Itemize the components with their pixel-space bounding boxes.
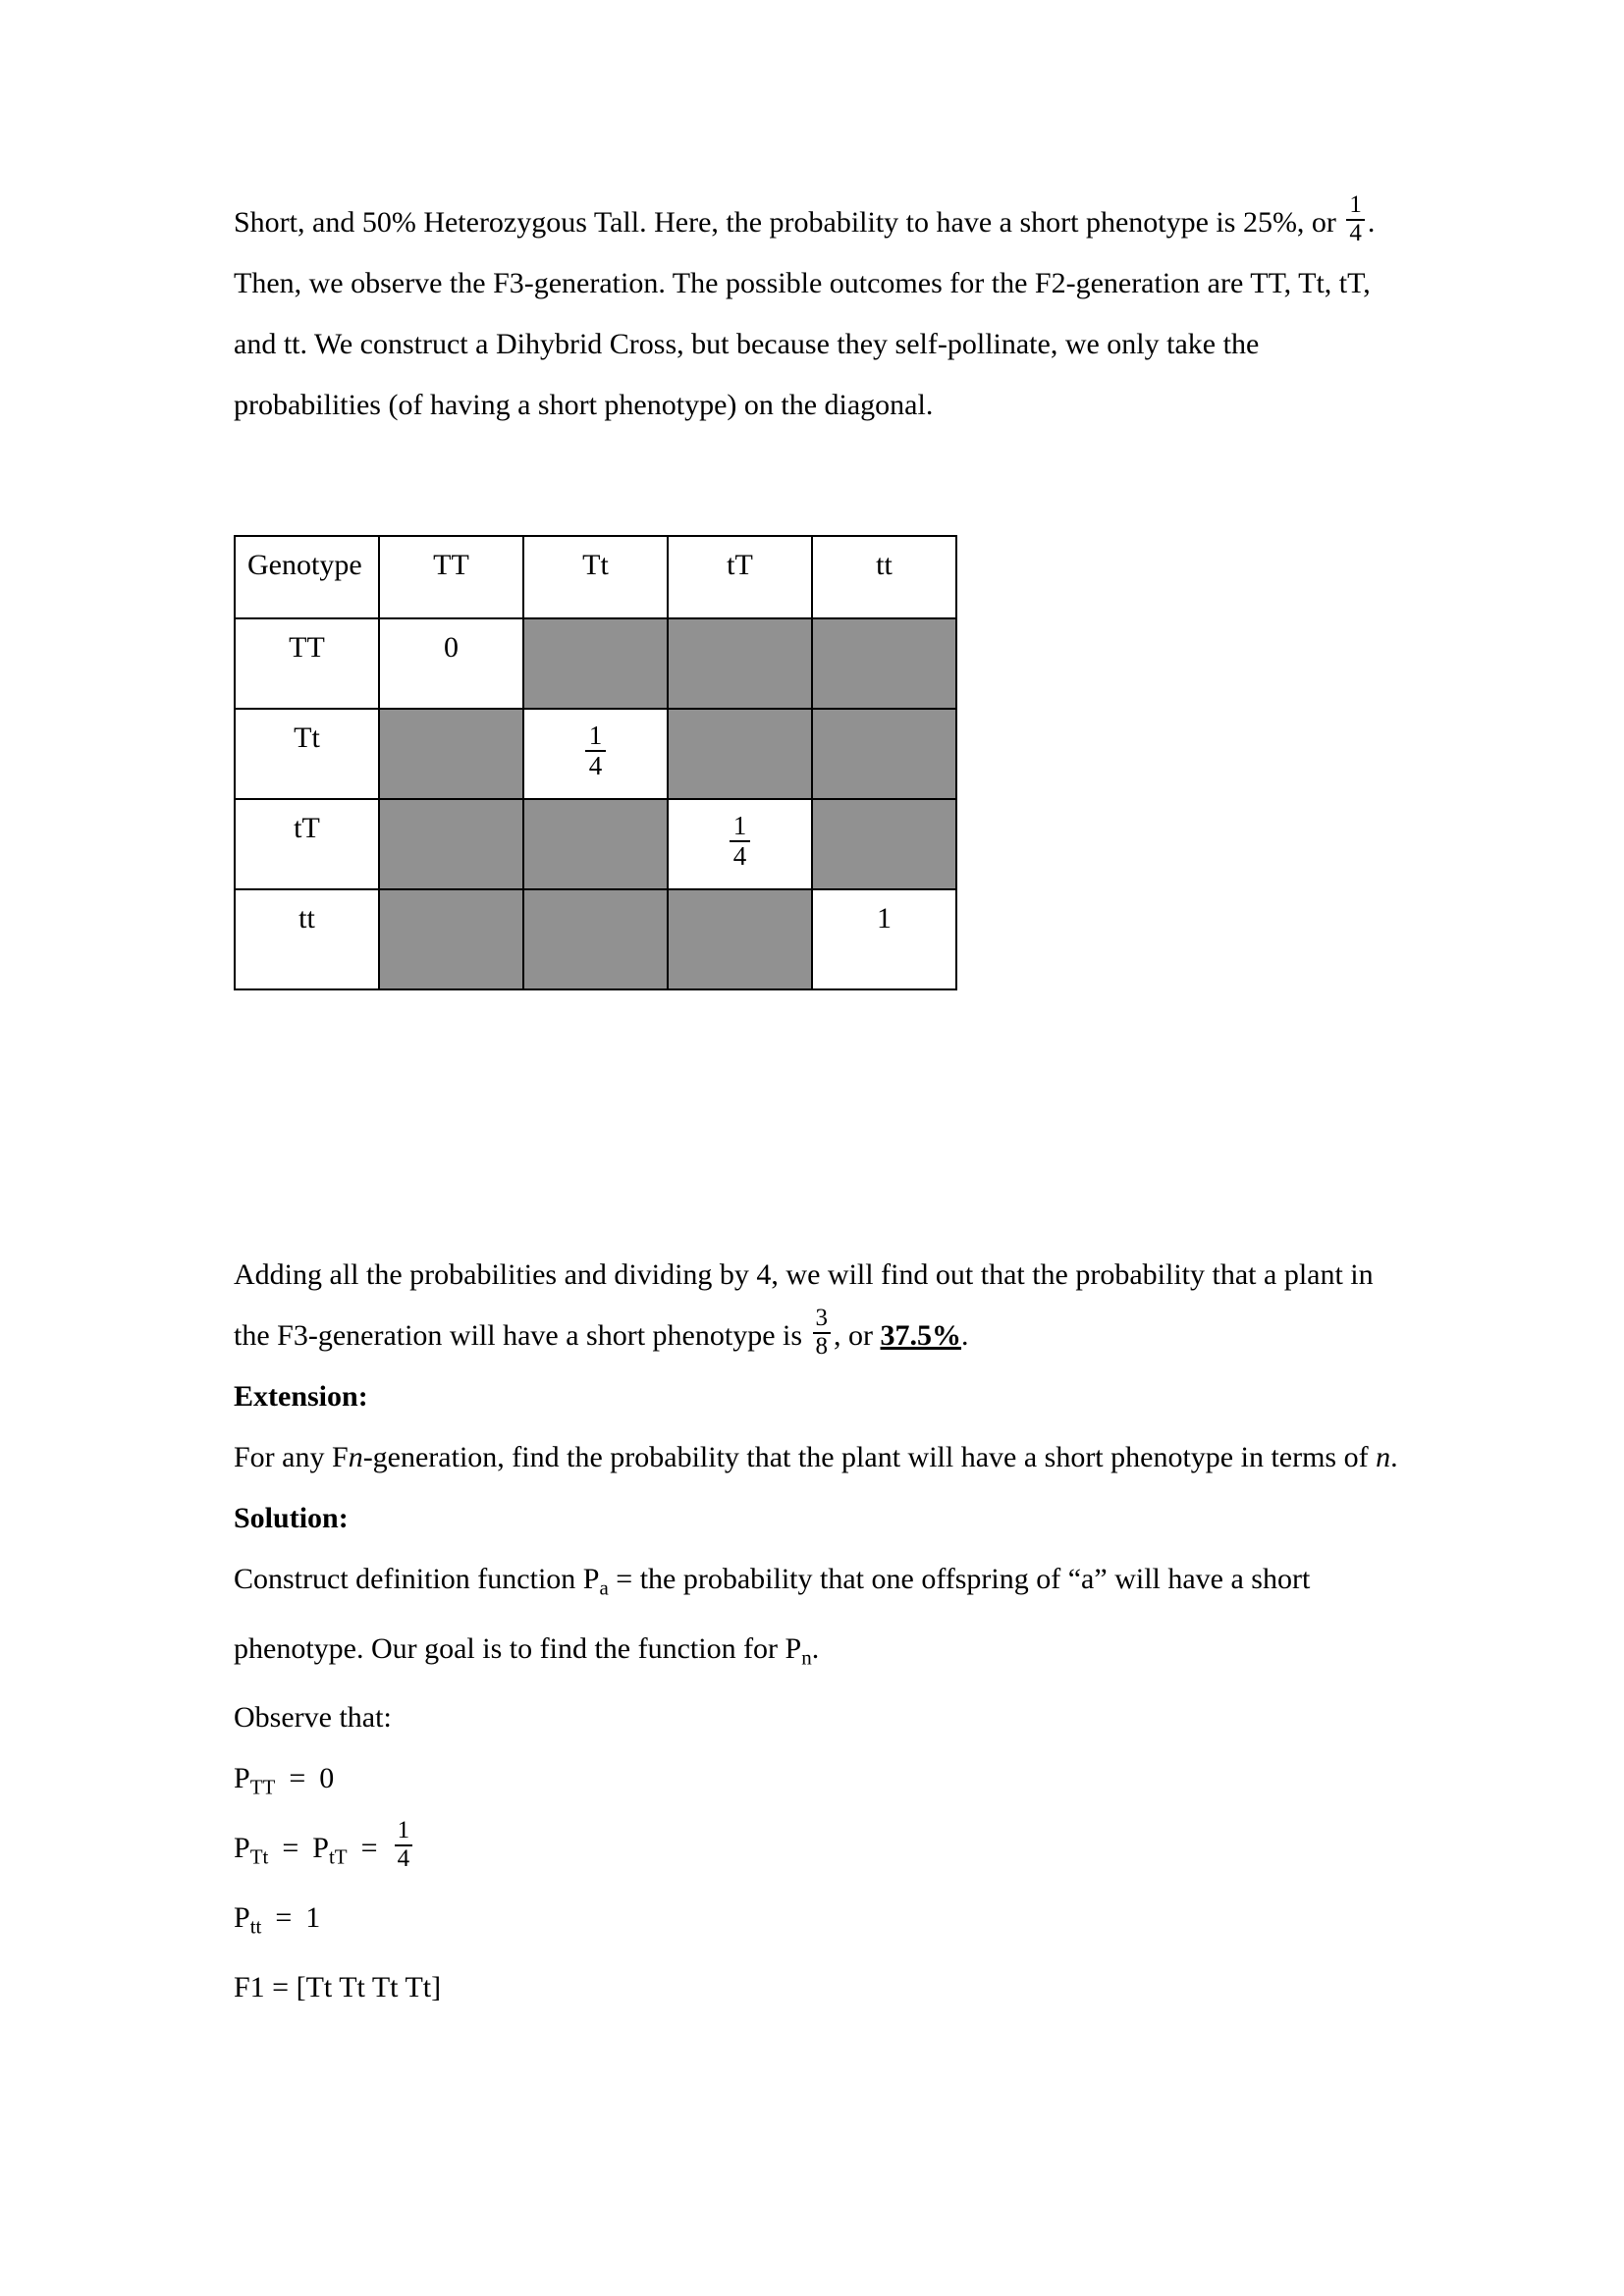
table-col-header-tt-het2: tT xyxy=(668,536,812,618)
table-corner-genotype-label: Genotype xyxy=(235,536,379,618)
table-cell-shaded xyxy=(812,799,956,889)
fraction-denominator: 8 xyxy=(813,1332,832,1360)
heading-observe: Observe that: xyxy=(234,1701,392,1735)
fraction-numerator: 3 xyxy=(815,1305,829,1332)
table-cell-shaded xyxy=(668,709,812,799)
table-cell-shaded xyxy=(379,889,523,989)
inline-fraction-one-fourth xyxy=(1346,192,1365,246)
fraction-denominator: 4 xyxy=(1346,219,1365,246)
table-cell-tt-rec-diagonal: 1 xyxy=(812,889,956,989)
table-cell-shaded xyxy=(523,799,668,889)
equation-operator: = xyxy=(282,1832,299,1865)
table-row-header-tt-dom: TT xyxy=(235,618,379,709)
top-text-block xyxy=(234,192,1408,436)
table-header-row xyxy=(235,536,956,618)
extension-text-after: -generation, find the probability that the plant will have a short phenotype in terms of xyxy=(362,1441,1377,1473)
equation-value: 1 xyxy=(305,1900,321,1934)
equation-operator-second: = xyxy=(360,1832,378,1865)
equation-fraction-one-fourth xyxy=(395,1818,413,1872)
heading-extension: Extension: xyxy=(234,1380,368,1413)
paragraph-intro xyxy=(234,192,1408,253)
equation-symbol-p: P xyxy=(234,1900,250,1934)
table-cell-shaded xyxy=(812,709,956,799)
table-cell-shaded xyxy=(668,618,812,709)
paragraph-f3-generation: Then, we observe the F3-generation. The possible outcomes for the F2-generation are TT, Tt, tT, and tt. We construct a Dihybrid Cross, but because they self-pollinate, we only take the probabilities (of having a short phenotype) on the diagonal. xyxy=(234,267,1371,421)
solution-subscript-n: n xyxy=(801,1645,812,1670)
extension-variable-n: n xyxy=(348,1441,363,1473)
equation-f1-vector: F1 = [Tt Tt Tt Tt] xyxy=(234,1970,442,2003)
equation-operator: = xyxy=(289,1762,306,1795)
result-mid-text: , or xyxy=(834,1319,881,1352)
paragraph-extension-body xyxy=(234,1427,1408,1488)
fraction-numerator: 1 xyxy=(397,1817,410,1844)
cell-fraction xyxy=(585,721,607,780)
equation-operator: = xyxy=(275,1900,293,1934)
equation-subscript-second: tT xyxy=(328,1844,348,1869)
equation-subscript: Tt xyxy=(249,1844,269,1869)
table-col-header-tt-dom: TT xyxy=(379,536,523,618)
equation-p-tt-p-tt-fraction xyxy=(234,1818,1408,1888)
lower-text-block xyxy=(234,1245,1408,2018)
table-cell-shaded xyxy=(523,889,668,989)
solution-text-c: . xyxy=(811,1631,820,1665)
equation-subscript: tt xyxy=(249,1914,262,1939)
table-cell-shaded xyxy=(668,889,812,989)
solution-text-a: Construct definition function P xyxy=(234,1563,600,1595)
fraction-denominator: 4 xyxy=(395,1844,413,1872)
cell-fraction xyxy=(730,812,751,871)
equation-p-tt-one xyxy=(234,1888,1408,1957)
paragraph-solution-body xyxy=(234,1549,1408,1687)
punnett-square-table xyxy=(234,535,957,990)
table-cell-shaded xyxy=(523,618,668,709)
table-row-header-tt-rec: tt xyxy=(235,889,379,989)
fraction-denominator: 4 xyxy=(585,750,607,780)
heading-solution: Solution: xyxy=(234,1502,349,1534)
fraction-numerator: 1 xyxy=(1349,191,1362,219)
equation-value: 0 xyxy=(319,1762,335,1795)
extension-text-end: . xyxy=(1390,1441,1398,1473)
table-row xyxy=(235,618,956,709)
equation-p-tt-zero xyxy=(234,1748,1408,1818)
table-row-header-tt-het2: tT xyxy=(235,799,379,889)
table-row xyxy=(235,799,956,889)
result-tail-text: . xyxy=(961,1319,969,1352)
extension-variable-n-second: n xyxy=(1376,1441,1391,1473)
table-cell-shaded xyxy=(379,799,523,889)
equation-symbol-p: P xyxy=(234,1762,250,1795)
table-cell-shaded xyxy=(812,618,956,709)
fraction-denominator: 4 xyxy=(730,840,751,871)
table-row xyxy=(235,709,956,799)
paragraph-result xyxy=(234,1245,1408,1366)
equation-symbol-p: P xyxy=(234,1832,250,1865)
table-col-header-tt-het1: Tt xyxy=(523,536,668,618)
result-lead-text: Adding all the probabilities and dividing by 4, we will find out that the probability that a plant in the F3-generation will have a short phenotype is xyxy=(234,1258,1374,1352)
inline-fraction-three-eighths xyxy=(813,1306,832,1360)
table-col-header-tt-rec: tt xyxy=(812,536,956,618)
table-cell-tt-tt: 0 xyxy=(379,618,523,709)
equation-symbol-p-second: P xyxy=(312,1832,329,1865)
result-percentage-emphasis: 37.5% xyxy=(880,1319,962,1352)
solution-text-b: = the probability that one offspring of “a” will have a short phenotype. Our goal is to find the function for P xyxy=(234,1563,1311,1665)
extension-text-before: For any F xyxy=(234,1441,349,1473)
table-cell-shaded xyxy=(379,709,523,799)
intro-period: . xyxy=(1367,206,1376,239)
intro-text: Short, and 50% Heterozygous Tall. Here, the probability to have a short phenotype is 25%, or xyxy=(234,206,1344,239)
table-row xyxy=(235,889,956,989)
table-cell-tt-het2-diagonal xyxy=(668,799,812,889)
fraction-numerator: 1 xyxy=(588,721,603,750)
table-cell-tt-het1-diagonal xyxy=(523,709,668,799)
table-row-header-tt-het1: Tt xyxy=(235,709,379,799)
equation-subscript: TT xyxy=(249,1776,276,1800)
solution-subscript-a: a xyxy=(599,1575,609,1600)
fraction-numerator: 1 xyxy=(732,811,747,840)
